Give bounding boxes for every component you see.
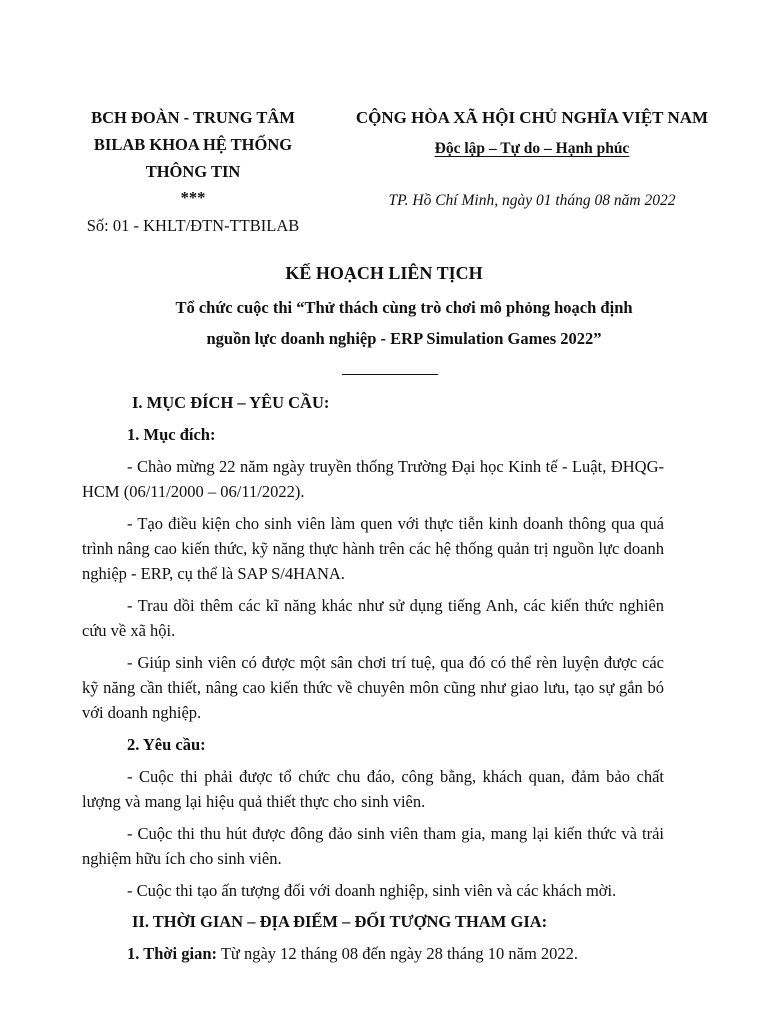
nation-name: CỘNG HÒA XÃ HỘI CHỦ NGHĨA VIỆT NAM [355,108,709,127]
paragraph [82,941,664,966]
organization-header [62,104,324,211]
paragraph: - Trau dồi thêm các kĩ năng khác như sử dụng tiếng Anh, các kiến thức nghiên cứu về xã hội. [82,596,664,640]
org-line: THÔNG TIN [145,162,241,181]
org-line: BCH ĐOÀN - TRUNG TÂM [91,108,295,127]
place-and-date: TP. Hồ Chí Minh, ngày 01 tháng 08 năm 2022 [388,192,676,209]
document-number: Số: 01 - KHLT/ĐTN-TTBILAB [86,216,300,235]
paragraph: - Cuộc thi tạo ấn tượng đối với doanh nghiệp, sinh viên và các khách mời. [127,881,617,900]
title-divider [342,374,438,375]
time-value: Từ ngày 12 tháng 08 đến ngày 28 tháng 10 năm 2022. [217,944,579,963]
paragraph: - Tạo điều kiện cho sinh viên làm quen với thực tiễn kinh doanh thông qua quá trình nâng cao kiến thức, kỹ năng thực hành trên các hệ thống quản trị nguồn lực doanh nghiệp - ERP, cụ thể là SAP S/4HANA. [82,514,664,583]
paragraph: - Chào mừng 22 năm ngày truyền thống Trường Đại học Kinh tế - Luật, ĐHQG-HCM (06/11/2000 – 06/11/2022). [82,457,664,501]
time-label: 1. Thời gian: [127,944,217,963]
org-line: BILAB KHOA HỆ THỐNG [93,135,293,154]
national-motto: Độc lập – Tự do – Hạnh phúc [434,140,630,157]
subsection-heading: 2. Yêu cầu: [127,735,206,754]
document-body [82,386,664,966]
subtitle-line: Tổ chức cuộc thi “Thử thách cùng trò chơi mô phỏng hoạch định [175,298,633,317]
paragraph: - Cuộc thi thu hút được đông đảo sinh viên tham gia, mang lại kiến thức và trải nghiệm hữu ích cho sinh viên. [82,824,664,868]
section-heading: II. THỜI GIAN – ĐỊA ĐIỂM – ĐỐI TƯỢNG THAM GIA: [132,912,548,931]
separator-stars: *** [180,188,206,207]
paragraph: - Giúp sinh viên có được một sân chơi trí tuệ, qua đó có thể rèn luyện được các kỹ năng cần thiết, nâng cao kiến thức về chuyên môn cũng như giao lưu, tạo sự gắn bó với doanh nghiệp. [82,653,664,722]
paragraph: - Cuộc thi phải được tổ chức chu đáo, công bằng, khách quan, đảm bảo chất lượng và mang lại hiệu quả thiết thực cho sinh viên. [82,767,664,811]
document-title: KẾ HOẠCH LIÊN TỊCH [285,263,483,283]
subsection-heading: 1. Mục đích: [127,425,216,444]
section-heading: I. MỤC ĐÍCH – YÊU CẦU: [132,393,330,412]
national-header [336,104,728,158]
document-subtitle [120,292,688,354]
subtitle-line: nguồn lực doanh nghiệp - ERP Simulation Games 2022” [206,329,602,348]
